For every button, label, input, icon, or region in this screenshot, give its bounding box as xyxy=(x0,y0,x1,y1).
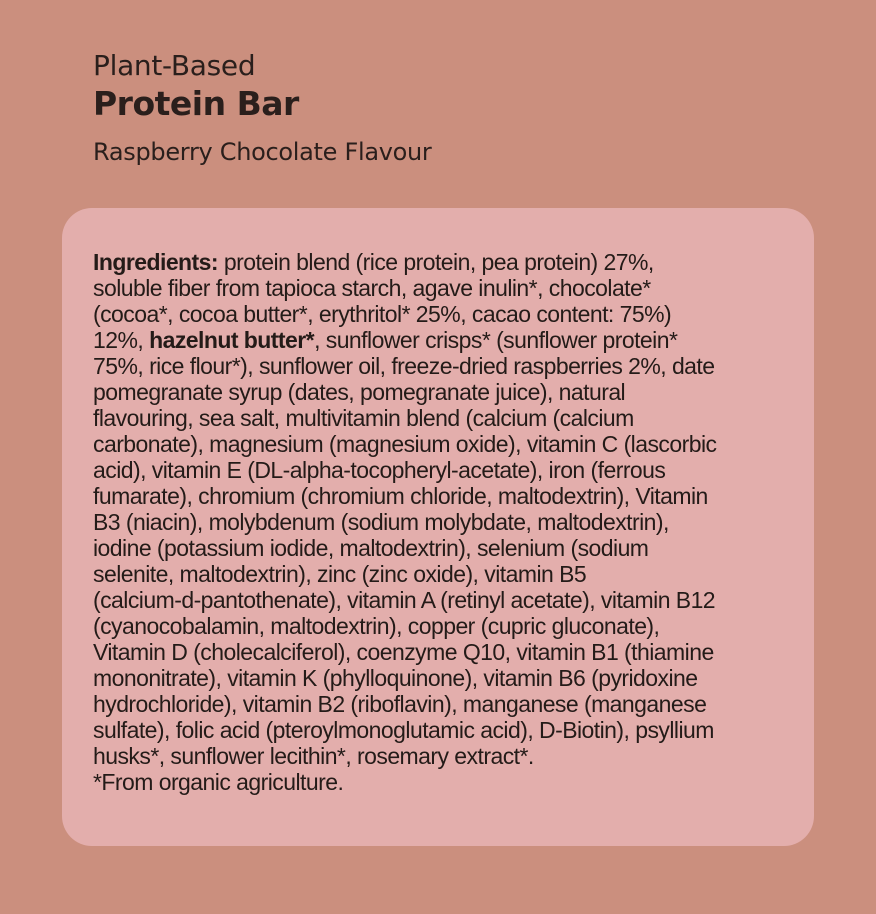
ingredients-line: hydrochloride), vitamin B2 (riboflavin), manganese (manganese xyxy=(93,691,707,717)
ingredients-line: Ingredients: protein blend (rice protein, pea protein) 27%, xyxy=(93,249,654,275)
ingredients-line: pomegranate syrup (dates, pomegranate juice), natural xyxy=(93,379,626,405)
organic-footnote: *From organic agriculture. xyxy=(93,769,344,795)
ingredients-line: husks*, sunflower lecithin*, rosemary extract*. xyxy=(93,743,534,769)
ingredients-line: flavouring, sea salt, multivitamin blend (calcium (calcium xyxy=(93,405,634,431)
allergen-highlight: hazelnut butter* xyxy=(149,327,315,353)
product-subtitle: Plant-Based xyxy=(93,49,256,82)
ingredients-line: selenite, maltodextrin), zinc (zinc oxide), vitamin B5 xyxy=(93,561,587,587)
ingredients-line: (cocoa*, cocoa butter*, erythritol* 25%, cacao content: 75%) xyxy=(93,301,672,327)
ingredients-line: fumarate), chromium (chromium chloride, maltodextrin), Vitamin xyxy=(93,483,708,509)
ingredients-line: acid), vitamin E (DL-alpha-tocopheryl-acetate), iron (ferrous xyxy=(93,457,666,483)
ingredients-line: 75%, rice flour*), sunflower oil, freeze-dried raspberries 2%, date xyxy=(93,353,715,379)
product-title: Protein Bar xyxy=(93,84,299,123)
ingredients-label: Ingredients: xyxy=(93,249,219,275)
ingredients-line: Vitamin D (cholecalciferol), coenzyme Q10, vitamin B1 (thiamine xyxy=(93,639,714,665)
ingredients-line: soluble fiber from tapioca starch, agave inulin*, chocolate* xyxy=(93,275,651,301)
ingredients-line: iodine (potassium iodide, maltodextrin), selenium (sodium xyxy=(93,535,649,561)
ingredients-line: 12%, hazelnut butter*, sunflower crisps* (sunflower protein* xyxy=(93,327,678,353)
ingredients-line: B3 (niacin), molybdenum (sodium molybdate, maltodextrin), xyxy=(93,509,669,535)
ingredients-card xyxy=(62,208,814,846)
ingredients-text xyxy=(93,249,793,795)
ingredients-line: (calcium-d-pantothenate), vitamin A (retinyl acetate), vitamin B12 xyxy=(93,587,716,613)
ingredients-line: (cyanocobalamin, maltodextrin), copper (cupric gluconate), xyxy=(93,613,660,639)
product-flavour: Raspberry Chocolate Flavour xyxy=(93,138,432,166)
ingredients-line: mononitrate), vitamin K (phylloquinone), vitamin B6 (pyridoxine xyxy=(93,665,698,691)
product-header xyxy=(93,48,432,168)
ingredients-line: carbonate), magnesium (magnesium oxide), vitamin C (lascorbic xyxy=(93,431,717,457)
ingredients-line: sulfate), folic acid (pteroylmonoglutamic acid), D-Biotin), psyllium xyxy=(93,717,714,743)
